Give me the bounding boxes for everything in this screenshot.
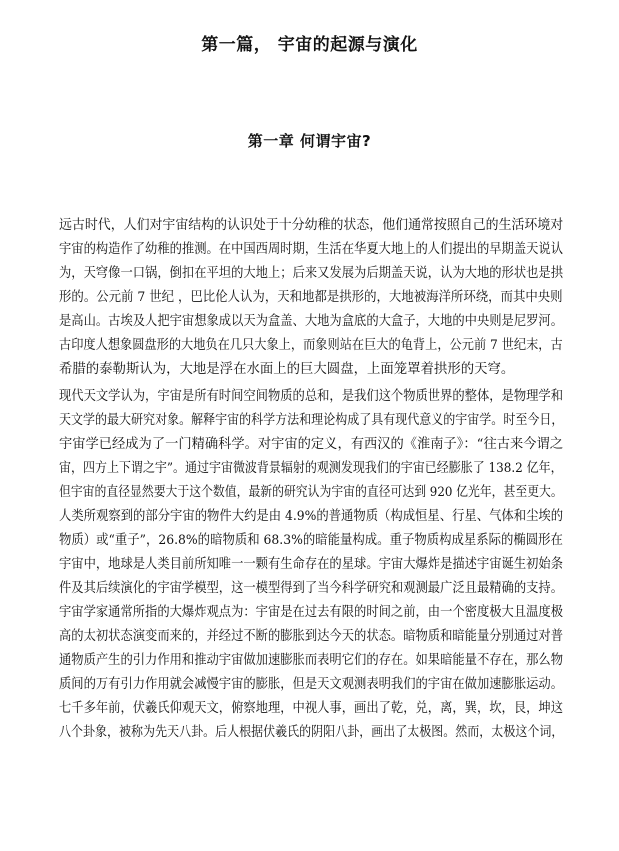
text-line: 现代天文学认为，宇宙是所有时间空间物质的总和，是我们这个物质世界的整体，是物理学和 — [59, 389, 563, 404]
text-line: 天文学的最大研究对象。解释宇宙的科学方法和理论构成了具有现代意义的宇宙学。时至今日， — [59, 413, 564, 428]
text-line: 七千多年前，伏羲氏仰观天文，俯察地理，中视人事，画出了乾，兑，离，巽，坎，艮，坤这 — [59, 701, 563, 716]
paragraph-modern-cosmology — [59, 385, 563, 745]
text-line: 宇宙中，地球是人类目前所知唯一一颗有生命存在的星球。宇宙大爆炸是描述宇宙诞生初始条 — [59, 557, 563, 572]
text-line: 件及其后续演化的宇宙学模型，这一模型得到了当今科学研究和观测最广泛且最精确的支持。 — [59, 581, 563, 596]
text-line: 古印度人想象圆盘形的大地负在几只大象上，而象则站在巨大的龟背上，公元前 7 世纪末，古 — [59, 338, 563, 353]
text-line: 通物质产生的引力作用和推动宇宙做加速膨胀而表明它们的存在。如果暗能量不存在，那么物 — [59, 653, 563, 668]
part-title: 第一篇， 宇宙的起源与演化 — [201, 35, 418, 55]
text-line: 希腊的泰勒斯认为，大地是浮在水面上的巨大圆盘，上面笼罩着拱形的天穹。 — [59, 362, 515, 377]
text-line: 形的。公元前 7 世纪 ，巴比伦人认为，天和地都是拱形的，大地被海洋所环绕，而其中央则 — [59, 290, 563, 305]
paragraph-ancient-cosmology — [59, 214, 563, 382]
text-line: 宇宙学已经成为了一门精确科学。对宇宙的定义，有西汉的《淮南子》：“往古来今谓之 — [59, 437, 564, 452]
text-line: 高的太初状态演变而来的，并经过不断的膨胀到达今天的状态。暗物质和暗能量分别通过对普 — [59, 629, 563, 644]
text-line: 八个卦象，被称为先天八卦。后人根据伏羲氏的阴阳八卦，画出了太极图。然而，太极这个词， — [59, 725, 564, 740]
text-line: 宇宙学家通常所指的大爆炸观点为：宇宙是在过去有限的时间之前，由一个密度极大且温度极 — [59, 605, 563, 620]
text-line: 人类所观察到的部分宇宙的物件大约是由 4.9%的普通物质（构成恒星、行星、气体和尘埃的 — [59, 509, 564, 524]
chapter-title: 第一章 何谓宇宙? — [247, 132, 372, 150]
text-line: 质间的万有引力作用就会减慢宇宙的膨胀，但是天文观测表明我们的宇宙在做加速膨胀运动。 — [59, 677, 563, 692]
text-line: 宙，四方上下谓之宇”。通过宇宙微波背景辐射的观测发现我们的宇宙已经膨胀了 138.2 亿年， — [59, 461, 563, 476]
text-line: 远古时代，人们对宇宙结构的认识处于十分幼稚的状态，他们通常按照自己的生活环境对 — [59, 218, 564, 233]
text-line: 但宇宙的直径显然要大于这个数值，最新的研究认为宇宙的直径可达到 920 亿光年，甚至更大。 — [59, 485, 563, 500]
text-line: 宇宙的构造作了幼稚的推测。在中国西周时期，生活在华夏大地上的人们提出的早期盖天说认 — [59, 242, 563, 257]
text-line: 为，天穹像一口锅，倒扣在平坦的大地上；后来又发展为后期盖天说，认为大地的形状也是拱 — [59, 266, 563, 281]
text-line: 是高山。古埃及人把宇宙想象成以天为盒盖、大地为盒底的大盒子，大地的中央则是尼罗河。 — [59, 314, 563, 329]
text-line: 物质）或“重子”，26.8%的暗物质和 68.3%的暗能量构成。重子物质构成星系际的椭圆形在 — [59, 533, 563, 548]
